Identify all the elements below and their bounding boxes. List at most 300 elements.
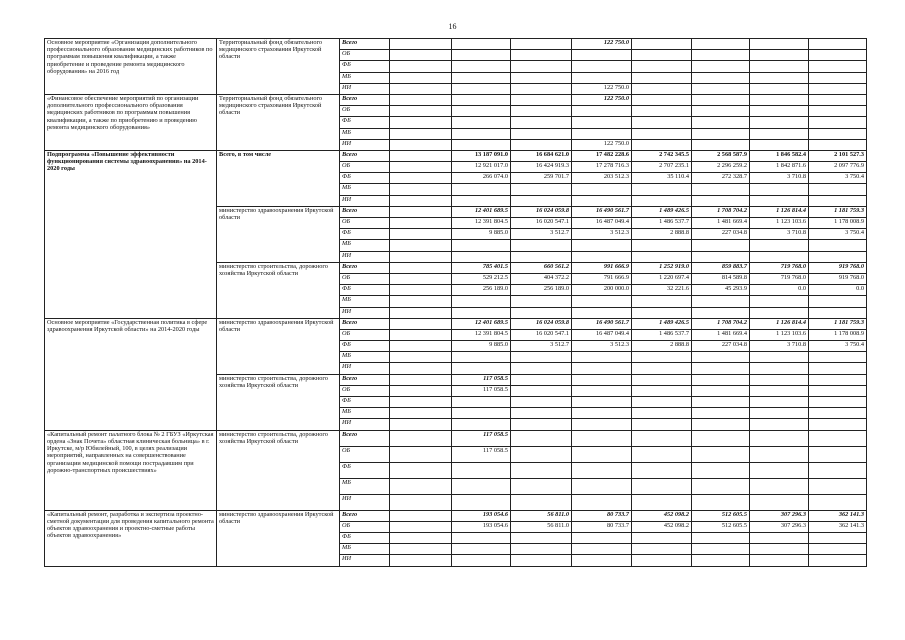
amount-cell bbox=[632, 532, 692, 543]
amount-cell bbox=[809, 251, 867, 262]
amount-cell: 56 811.0 bbox=[511, 510, 572, 521]
funding-source: МБ bbox=[340, 128, 390, 139]
amount-cell bbox=[390, 532, 452, 543]
amount-cell bbox=[390, 385, 452, 396]
amount-cell: 12 391 804.5 bbox=[452, 218, 511, 229]
funding-source: ИИ bbox=[340, 139, 390, 150]
amount-cell bbox=[632, 94, 692, 105]
amount-cell bbox=[692, 408, 750, 419]
amount-cell bbox=[390, 50, 452, 61]
amount-cell bbox=[809, 83, 867, 94]
amount-cell: 13 187 091.0 bbox=[452, 150, 511, 161]
funding-source: МБ bbox=[340, 184, 390, 195]
funding-source: ОБ bbox=[340, 329, 390, 340]
amount-cell bbox=[632, 61, 692, 72]
amount-cell bbox=[692, 61, 750, 72]
amount-cell bbox=[809, 462, 867, 478]
amount-cell bbox=[632, 462, 692, 478]
amount-cell: 3 750.4 bbox=[809, 341, 867, 352]
amount-cell: 32 221.6 bbox=[632, 285, 692, 296]
amount-cell bbox=[390, 494, 452, 510]
amount-cell: 1 178 008.9 bbox=[809, 218, 867, 229]
amount-cell bbox=[572, 50, 632, 61]
amount-cell bbox=[750, 462, 809, 478]
amount-cell bbox=[809, 50, 867, 61]
funding-source: ОБ bbox=[340, 106, 390, 117]
amount-cell: 272 328.7 bbox=[692, 173, 750, 184]
amount-cell bbox=[452, 72, 511, 83]
amount-cell: 1 842 871.6 bbox=[750, 162, 809, 173]
amount-cell: 1 123 103.6 bbox=[750, 218, 809, 229]
amount-cell bbox=[750, 532, 809, 543]
amount-cell bbox=[452, 139, 511, 150]
executor-name: министерство строительства, дорожного хозяйства Иркутской области bbox=[217, 262, 340, 318]
amount-cell: 1 486 537.7 bbox=[632, 329, 692, 340]
amount-cell bbox=[572, 128, 632, 139]
amount-cell bbox=[750, 106, 809, 117]
amount-cell: 227 034.8 bbox=[692, 229, 750, 240]
amount-cell: 1 481 669.4 bbox=[692, 218, 750, 229]
amount-cell bbox=[809, 544, 867, 555]
amount-cell bbox=[692, 385, 750, 396]
amount-cell bbox=[750, 72, 809, 83]
funding-source: ИИ bbox=[340, 195, 390, 206]
funding-source: МБ bbox=[340, 544, 390, 555]
amount-cell: 2 097 776.9 bbox=[809, 162, 867, 173]
amount-cell bbox=[809, 117, 867, 128]
amount-cell bbox=[511, 478, 572, 494]
amount-cell bbox=[632, 374, 692, 385]
amount-cell bbox=[390, 184, 452, 195]
amount-cell bbox=[511, 532, 572, 543]
amount-cell bbox=[572, 117, 632, 128]
amount-cell bbox=[632, 494, 692, 510]
amount-cell: 991 666.9 bbox=[572, 262, 632, 273]
amount-cell: 16 490 561.7 bbox=[572, 206, 632, 217]
amount-cell: 660 561.2 bbox=[511, 262, 572, 273]
amount-cell bbox=[390, 363, 452, 374]
amount-cell bbox=[692, 106, 750, 117]
funding-source: ФБ bbox=[340, 117, 390, 128]
amount-cell bbox=[692, 251, 750, 262]
funding-source: Всего bbox=[340, 150, 390, 161]
amount-cell bbox=[809, 363, 867, 374]
amount-cell bbox=[692, 139, 750, 150]
amount-cell bbox=[452, 462, 511, 478]
amount-cell bbox=[750, 296, 809, 307]
amount-cell bbox=[692, 117, 750, 128]
amount-cell bbox=[511, 555, 572, 566]
executor-name: Всего, в том числе bbox=[217, 150, 340, 206]
amount-cell bbox=[390, 218, 452, 229]
amount-cell bbox=[809, 419, 867, 430]
amount-cell bbox=[632, 139, 692, 150]
amount-cell bbox=[632, 184, 692, 195]
amount-cell bbox=[390, 94, 452, 105]
amount-cell bbox=[572, 195, 632, 206]
amount-cell bbox=[692, 184, 750, 195]
amount-cell bbox=[452, 363, 511, 374]
amount-cell bbox=[750, 195, 809, 206]
amount-cell: 12 401 689.5 bbox=[452, 318, 511, 329]
funding-source: ФБ bbox=[340, 397, 390, 408]
amount-cell bbox=[692, 296, 750, 307]
amount-cell bbox=[511, 139, 572, 150]
table-row bbox=[45, 94, 867, 105]
amount-cell bbox=[390, 128, 452, 139]
amount-cell bbox=[511, 307, 572, 318]
amount-cell: 35 110.4 bbox=[632, 173, 692, 184]
funding-source: ИИ bbox=[340, 251, 390, 262]
funding-source: МБ bbox=[340, 352, 390, 363]
amount-cell: 1 178 008.9 bbox=[809, 329, 867, 340]
amount-cell bbox=[750, 352, 809, 363]
amount-cell bbox=[632, 408, 692, 419]
amount-cell bbox=[692, 307, 750, 318]
funding-source: ИИ bbox=[340, 307, 390, 318]
amount-cell: 404 372.2 bbox=[511, 273, 572, 284]
amount-cell bbox=[511, 240, 572, 251]
table-row bbox=[45, 39, 867, 50]
amount-cell: 512 605.5 bbox=[692, 521, 750, 532]
amount-cell bbox=[750, 478, 809, 494]
amount-cell bbox=[572, 139, 632, 150]
amount-cell: 1 489 426.5 bbox=[632, 206, 692, 217]
amount-cell bbox=[572, 352, 632, 363]
amount-cell: 117 058.5 bbox=[452, 430, 511, 446]
amount-cell: 3 710.8 bbox=[750, 229, 809, 240]
funding-source: ИИ bbox=[340, 494, 390, 510]
amount-cell: 814 589.8 bbox=[692, 273, 750, 284]
amount-cell: 266 074.0 bbox=[452, 173, 511, 184]
amount-cell bbox=[452, 408, 511, 419]
amount-cell: 0.0 bbox=[809, 285, 867, 296]
funding-source: ИИ bbox=[340, 363, 390, 374]
amount-cell bbox=[750, 184, 809, 195]
amount-cell: 2 101 527.3 bbox=[809, 150, 867, 161]
amount-cell bbox=[390, 39, 452, 50]
amount-cell bbox=[750, 94, 809, 105]
amount-cell bbox=[390, 510, 452, 521]
amount-cell: 203 512.3 bbox=[572, 173, 632, 184]
amount-cell bbox=[390, 206, 452, 217]
amount-cell: 16 487 049.4 bbox=[572, 218, 632, 229]
amount-cell: 791 666.9 bbox=[572, 273, 632, 284]
amount-cell bbox=[511, 251, 572, 262]
amount-cell: 16 684 621.0 bbox=[511, 150, 572, 161]
amount-cell bbox=[390, 61, 452, 72]
amount-cell bbox=[572, 494, 632, 510]
amount-cell bbox=[572, 446, 632, 462]
amount-cell bbox=[511, 50, 572, 61]
funding-source: Всего bbox=[340, 206, 390, 217]
amount-cell bbox=[390, 352, 452, 363]
amount-cell bbox=[572, 240, 632, 251]
amount-cell bbox=[750, 251, 809, 262]
amount-cell bbox=[750, 397, 809, 408]
amount-cell bbox=[692, 39, 750, 50]
amount-cell: 307 296.3 bbox=[750, 521, 809, 532]
executor-name: министерство строительства, дорожного хозяйства Иркутской области bbox=[217, 430, 340, 510]
amount-cell bbox=[692, 446, 750, 462]
amount-cell: 3 710.8 bbox=[750, 341, 809, 352]
amount-cell bbox=[452, 532, 511, 543]
amount-cell bbox=[692, 128, 750, 139]
amount-cell bbox=[750, 240, 809, 251]
amount-cell bbox=[511, 128, 572, 139]
amount-cell bbox=[572, 478, 632, 494]
amount-cell bbox=[452, 352, 511, 363]
amount-cell: 362 141.3 bbox=[809, 510, 867, 521]
amount-cell bbox=[511, 430, 572, 446]
amount-cell bbox=[750, 430, 809, 446]
amount-cell: 122 750.0 bbox=[572, 39, 632, 50]
amount-cell: 16 024 059.8 bbox=[511, 206, 572, 217]
amount-cell bbox=[750, 39, 809, 50]
amount-cell bbox=[572, 430, 632, 446]
amount-cell bbox=[809, 555, 867, 566]
amount-cell bbox=[511, 39, 572, 50]
funding-source: Всего bbox=[340, 262, 390, 273]
funding-source: ФБ bbox=[340, 61, 390, 72]
amount-cell bbox=[390, 329, 452, 340]
funding-source: ФБ bbox=[340, 462, 390, 478]
amount-cell bbox=[511, 408, 572, 419]
funding-source: Всего bbox=[340, 39, 390, 50]
amount-cell bbox=[572, 397, 632, 408]
amount-cell: 2 742 345.5 bbox=[632, 150, 692, 161]
amount-cell bbox=[511, 195, 572, 206]
amount-cell: 362 141.3 bbox=[809, 521, 867, 532]
amount-cell: 117 058.5 bbox=[452, 374, 511, 385]
trailing-amount: 122 750.0 bbox=[603, 139, 629, 147]
amount-cell bbox=[390, 544, 452, 555]
amount-cell bbox=[390, 462, 452, 478]
amount-cell bbox=[390, 273, 452, 284]
amount-cell bbox=[452, 184, 511, 195]
amount-cell bbox=[750, 139, 809, 150]
amount-cell bbox=[511, 296, 572, 307]
amount-cell bbox=[632, 363, 692, 374]
activity-name: «Капитальный ремонт, разработка и экспертиза проектно-сметной документации для проведения капитального ремонта объектов здравоохранения и проектно-сметные работы объектов здравоохранения» bbox=[45, 510, 217, 566]
amount-cell bbox=[692, 430, 750, 446]
amount-cell bbox=[390, 195, 452, 206]
amount-cell: 56 811.0 bbox=[511, 521, 572, 532]
amount-cell bbox=[390, 83, 452, 94]
amount-cell bbox=[692, 555, 750, 566]
amount-cell bbox=[809, 494, 867, 510]
amount-cell bbox=[511, 184, 572, 195]
amount-cell: 17 278 716.3 bbox=[572, 162, 632, 173]
amount-cell: 80 733.7 bbox=[572, 510, 632, 521]
activity-name: Основное мероприятие «Организация дополнительного профессионального образования медицинских работников по программам повышения квалификации, а также приобретение и проведение ремонта медицинского оборудования» на 2016 год bbox=[45, 39, 217, 95]
amount-cell: 3 512.3 bbox=[572, 341, 632, 352]
amount-cell bbox=[452, 128, 511, 139]
amount-cell bbox=[511, 106, 572, 117]
amount-cell bbox=[809, 478, 867, 494]
amount-cell: 1 181 759.3 bbox=[809, 206, 867, 217]
amount-cell bbox=[632, 240, 692, 251]
funding-source: Всего bbox=[340, 430, 390, 446]
amount-cell bbox=[452, 39, 511, 50]
amount-cell: 17 482 228.6 bbox=[572, 150, 632, 161]
amount-cell bbox=[632, 251, 692, 262]
funding-source: ИИ bbox=[340, 419, 390, 430]
amount-cell: 1 708 704.2 bbox=[692, 206, 750, 217]
amount-cell: 3 512.7 bbox=[511, 341, 572, 352]
amount-cell bbox=[809, 39, 867, 50]
amount-cell bbox=[750, 494, 809, 510]
amount-cell bbox=[692, 374, 750, 385]
amount-cell bbox=[572, 61, 632, 72]
amount-cell bbox=[572, 83, 632, 94]
amount-cell bbox=[750, 385, 809, 396]
amount-cell bbox=[390, 251, 452, 262]
amount-cell bbox=[572, 106, 632, 117]
amount-cell bbox=[572, 462, 632, 478]
amount-cell bbox=[572, 307, 632, 318]
amount-cell bbox=[750, 446, 809, 462]
amount-cell bbox=[750, 419, 809, 430]
amount-cell: 1 486 537.7 bbox=[632, 218, 692, 229]
activity-name: Основное мероприятие «Государственная политика в сфере здравоохранения Иркутской области» на 2014-2020 годы bbox=[45, 318, 217, 430]
amount-cell bbox=[750, 61, 809, 72]
amount-cell: 200 000.0 bbox=[572, 285, 632, 296]
amount-cell bbox=[452, 419, 511, 430]
amount-cell bbox=[809, 446, 867, 462]
amount-cell bbox=[809, 296, 867, 307]
activity-name: «Капитальный ремонт палатного блока № 2 ГБУЗ «Иркутская ордена «Знак Почета» областная клиническая больница» в г. Иркутске, м/р Юбилейный, 100, в целях реализации мероприятий, направленных на совершенствование организации медицинской помощи пострадавшим при дорожно-транспортных происшествиях» bbox=[45, 430, 217, 510]
amount-cell bbox=[572, 184, 632, 195]
funding-source: ОБ bbox=[340, 385, 390, 396]
amount-cell: 45 293.9 bbox=[692, 285, 750, 296]
activity-name: Подпрограмма «Повышение эффективности функционирования системы здравоохранения» на 2014-2020 годы bbox=[45, 150, 217, 318]
amount-cell: 1 481 669.4 bbox=[692, 329, 750, 340]
amount-cell bbox=[632, 195, 692, 206]
amount-cell bbox=[750, 408, 809, 419]
amount-cell bbox=[809, 106, 867, 117]
amount-cell: 1 846 582.4 bbox=[750, 150, 809, 161]
funding-source: ФБ bbox=[340, 173, 390, 184]
funding-source: МБ bbox=[340, 240, 390, 251]
amount-cell bbox=[511, 385, 572, 396]
amount-cell bbox=[390, 229, 452, 240]
funding-source: ИИ bbox=[340, 83, 390, 94]
amount-cell bbox=[692, 462, 750, 478]
amount-cell bbox=[632, 430, 692, 446]
amount-cell bbox=[692, 240, 750, 251]
amount-cell: 719 768.0 bbox=[750, 273, 809, 284]
table-row bbox=[45, 318, 867, 329]
amount-cell bbox=[632, 39, 692, 50]
amount-cell bbox=[750, 50, 809, 61]
amount-cell bbox=[809, 94, 867, 105]
amount-cell bbox=[809, 385, 867, 396]
amount-cell bbox=[809, 430, 867, 446]
funding-source: Всего bbox=[340, 374, 390, 385]
amount-cell: 919 768.0 bbox=[809, 262, 867, 273]
amount-cell bbox=[750, 128, 809, 139]
amount-cell bbox=[390, 307, 452, 318]
amount-cell: 3 512.7 bbox=[511, 229, 572, 240]
amount-cell bbox=[511, 419, 572, 430]
amount-cell bbox=[452, 117, 511, 128]
amount-cell: 3 710.8 bbox=[750, 173, 809, 184]
table-row bbox=[45, 430, 867, 446]
table-row bbox=[45, 150, 867, 161]
amount-cell: 16 020 547.1 bbox=[511, 218, 572, 229]
amount-cell bbox=[809, 307, 867, 318]
amount-cell bbox=[452, 397, 511, 408]
amount-cell bbox=[750, 544, 809, 555]
amount-cell: 122 750.0 bbox=[572, 94, 632, 105]
amount-cell bbox=[809, 61, 867, 72]
executor-name: министерство здравоохранения Иркутской области bbox=[217, 510, 340, 566]
amount-cell: 2 296 259.2 bbox=[692, 162, 750, 173]
amount-cell bbox=[632, 296, 692, 307]
amount-cell bbox=[390, 397, 452, 408]
amount-cell bbox=[511, 374, 572, 385]
amount-cell bbox=[452, 296, 511, 307]
amount-cell bbox=[632, 307, 692, 318]
amount-cell bbox=[632, 83, 692, 94]
amount-cell: 193 054.6 bbox=[452, 521, 511, 532]
amount-cell bbox=[390, 106, 452, 117]
amount-cell: 9 885.0 bbox=[452, 341, 511, 352]
amount-cell bbox=[809, 532, 867, 543]
amount-cell bbox=[452, 544, 511, 555]
amount-cell: 16 024 059.8 bbox=[511, 318, 572, 329]
amount-cell bbox=[572, 374, 632, 385]
amount-cell bbox=[452, 106, 511, 117]
amount-cell bbox=[511, 117, 572, 128]
amount-cell bbox=[452, 240, 511, 251]
amount-cell bbox=[692, 195, 750, 206]
amount-cell: 0.0 bbox=[750, 285, 809, 296]
budget-table bbox=[44, 38, 867, 567]
amount-cell: 117 058.5 bbox=[452, 446, 511, 462]
amount-cell bbox=[572, 419, 632, 430]
amount-cell bbox=[632, 385, 692, 396]
amount-cell bbox=[511, 94, 572, 105]
executor-name: министерство здравоохранения Иркутской области bbox=[217, 318, 340, 374]
amount-cell bbox=[692, 352, 750, 363]
amount-cell: 512 605.5 bbox=[692, 510, 750, 521]
amount-cell bbox=[390, 285, 452, 296]
amount-cell bbox=[692, 397, 750, 408]
amount-cell bbox=[511, 363, 572, 374]
amount-cell bbox=[452, 251, 511, 262]
amount-cell bbox=[390, 162, 452, 173]
amount-cell bbox=[692, 494, 750, 510]
amount-cell: 1 181 759.3 bbox=[809, 318, 867, 329]
amount-cell: 2 707 235.1 bbox=[632, 162, 692, 173]
funding-source: ОБ bbox=[340, 521, 390, 532]
amount-cell bbox=[632, 352, 692, 363]
amount-cell bbox=[390, 262, 452, 273]
amount-cell: 16 020 547.1 bbox=[511, 329, 572, 340]
amount-cell: 12 391 804.5 bbox=[452, 329, 511, 340]
amount-cell: 3 750.4 bbox=[809, 173, 867, 184]
amount-cell bbox=[390, 478, 452, 494]
amount-cell bbox=[632, 446, 692, 462]
amount-cell: 256 189.0 bbox=[511, 285, 572, 296]
funding-source: ФБ bbox=[340, 285, 390, 296]
amount-cell: 452 098.2 bbox=[632, 510, 692, 521]
amount-cell bbox=[750, 555, 809, 566]
amount-cell: 16 487 049.4 bbox=[572, 329, 632, 340]
amount-cell bbox=[809, 72, 867, 83]
